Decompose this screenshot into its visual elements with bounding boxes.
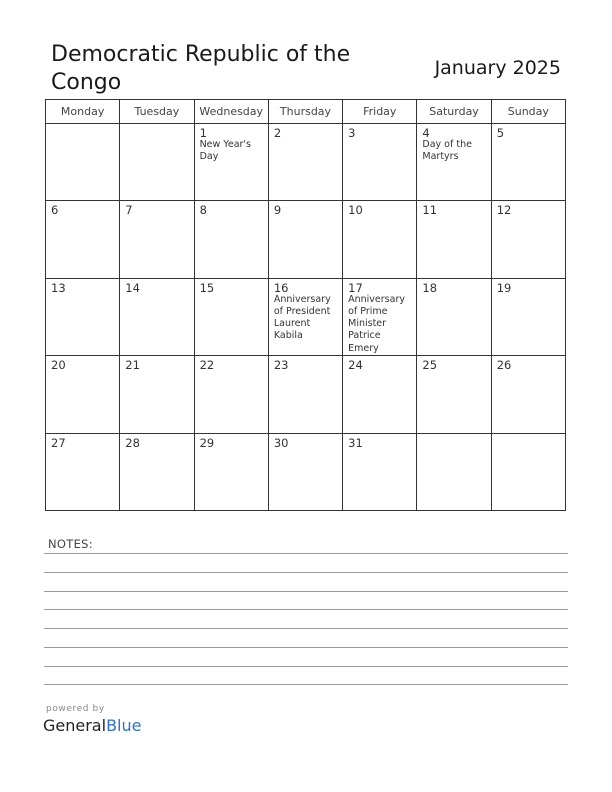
calendar-day-cell bbox=[268, 433, 342, 510]
calendar-day-cell bbox=[417, 433, 491, 510]
calendar-day-cell bbox=[343, 201, 417, 278]
calendar-day-cell bbox=[194, 356, 268, 433]
day-number: 23 bbox=[273, 358, 289, 373]
note-line bbox=[44, 684, 568, 685]
day-number: 11 bbox=[422, 203, 438, 218]
calendar-day-cell bbox=[343, 433, 417, 510]
calendar-day-cell bbox=[491, 124, 565, 201]
note-line bbox=[44, 666, 568, 667]
powered-by-label: powered by bbox=[46, 704, 105, 714]
calendar-day-cell bbox=[46, 433, 120, 510]
calendar-day-cell bbox=[491, 356, 565, 433]
calendar-day-cell bbox=[417, 356, 491, 433]
day-number: 18 bbox=[422, 280, 438, 295]
day-number: 7 bbox=[125, 203, 133, 218]
note-line bbox=[44, 609, 568, 610]
calendar-day-cell bbox=[268, 356, 342, 433]
calendar-day-cell bbox=[46, 278, 120, 355]
day-number: 31 bbox=[348, 435, 363, 450]
day-number: 12 bbox=[496, 203, 512, 218]
note-line bbox=[44, 591, 568, 592]
day-number: 5 bbox=[496, 126, 505, 140]
calendar-day-cell bbox=[491, 278, 565, 355]
day-number: 17 bbox=[348, 280, 363, 295]
day-number: 20 bbox=[51, 358, 66, 373]
calendar-grid bbox=[45, 99, 566, 511]
calendar-day-cell bbox=[491, 201, 565, 278]
generalblue-logo bbox=[43, 716, 141, 736]
calendar-day-cell bbox=[194, 201, 268, 278]
weekday-sunday: Sunday bbox=[491, 100, 565, 124]
notes-label: NOTES: bbox=[48, 537, 93, 551]
calendar-day-cell bbox=[46, 201, 120, 278]
day-number: 10 bbox=[348, 203, 363, 218]
note-line bbox=[44, 647, 568, 648]
calendar-day-cell bbox=[268, 201, 342, 278]
note-line bbox=[44, 572, 568, 573]
calendar-day-cell bbox=[194, 278, 268, 355]
calendar-day-cell bbox=[120, 201, 194, 278]
month-year-label: January 2025 bbox=[434, 57, 561, 79]
weekday-friday: Friday bbox=[343, 100, 417, 124]
weekday-wednesday: Wednesday bbox=[194, 100, 268, 124]
day-number: 22 bbox=[199, 358, 215, 373]
calendar-day-cell bbox=[417, 278, 491, 355]
weekday-header-row bbox=[46, 100, 566, 124]
day-number: 4 bbox=[422, 126, 430, 140]
calendar-day-cell bbox=[343, 124, 417, 201]
calendar-day-cell bbox=[46, 124, 120, 201]
calendar-week-row bbox=[46, 201, 566, 278]
calendar-day-cell bbox=[46, 356, 120, 433]
calendar-day-cell bbox=[343, 278, 417, 355]
day-number: 8 bbox=[199, 203, 207, 218]
holiday-label: Anniversary of President Laurent Kabila bbox=[273, 293, 331, 342]
day-number: 16 bbox=[273, 280, 289, 295]
calendar-day-cell bbox=[268, 278, 342, 355]
calendar-day-cell bbox=[120, 433, 194, 510]
brand-blue: Blue bbox=[106, 716, 142, 735]
note-line bbox=[44, 553, 568, 554]
day-number: 24 bbox=[348, 358, 363, 373]
day-number: 27 bbox=[51, 435, 66, 450]
day-number: 30 bbox=[273, 435, 289, 450]
day-number: 14 bbox=[125, 280, 140, 295]
calendar-week-row bbox=[46, 433, 566, 510]
holiday-label: Day of the Martyrs bbox=[422, 139, 472, 163]
calendar-day-cell bbox=[417, 201, 491, 278]
weekday-thursday: Thursday bbox=[268, 100, 342, 124]
day-number: 26 bbox=[496, 358, 512, 373]
calendar-day-cell bbox=[194, 433, 268, 510]
day-number: 19 bbox=[496, 280, 512, 295]
day-number: 2 bbox=[273, 126, 282, 140]
calendar-day-cell bbox=[120, 124, 194, 201]
calendar-day-cell bbox=[491, 433, 565, 510]
note-line bbox=[44, 628, 568, 629]
weekday-tuesday: Tuesday bbox=[120, 100, 194, 124]
day-number: 21 bbox=[125, 358, 140, 373]
weekday-saturday: Saturday bbox=[417, 100, 491, 124]
day-number: 9 bbox=[273, 203, 282, 218]
calendar-day-cell bbox=[268, 124, 342, 201]
calendar-day-cell bbox=[120, 278, 194, 355]
day-number: 28 bbox=[125, 435, 140, 450]
country-title: Democratic Republic of the Congo bbox=[51, 42, 351, 95]
day-number: 25 bbox=[422, 358, 438, 373]
holiday-label: Anniversary of Prime Minister Patrice Emery bbox=[348, 293, 405, 354]
day-number: 1 bbox=[199, 126, 207, 140]
day-number: 15 bbox=[199, 280, 215, 295]
calendar-body bbox=[46, 124, 566, 511]
calendar-day-cell bbox=[343, 356, 417, 433]
day-number: 6 bbox=[51, 203, 59, 218]
calendar-week-row bbox=[46, 356, 566, 433]
day-number: 13 bbox=[51, 280, 66, 295]
calendar-day-cell bbox=[120, 356, 194, 433]
day-number: 3 bbox=[348, 126, 356, 140]
calendar-day-cell bbox=[194, 124, 268, 201]
day-number: 29 bbox=[199, 435, 215, 450]
calendar-week-row bbox=[46, 124, 566, 201]
weekday-monday: Monday bbox=[46, 100, 120, 124]
calendar-day-cell bbox=[417, 124, 491, 201]
calendar-week-row bbox=[46, 278, 566, 355]
brand-general: General bbox=[43, 716, 107, 735]
holiday-label: New Year's Day bbox=[199, 139, 251, 163]
